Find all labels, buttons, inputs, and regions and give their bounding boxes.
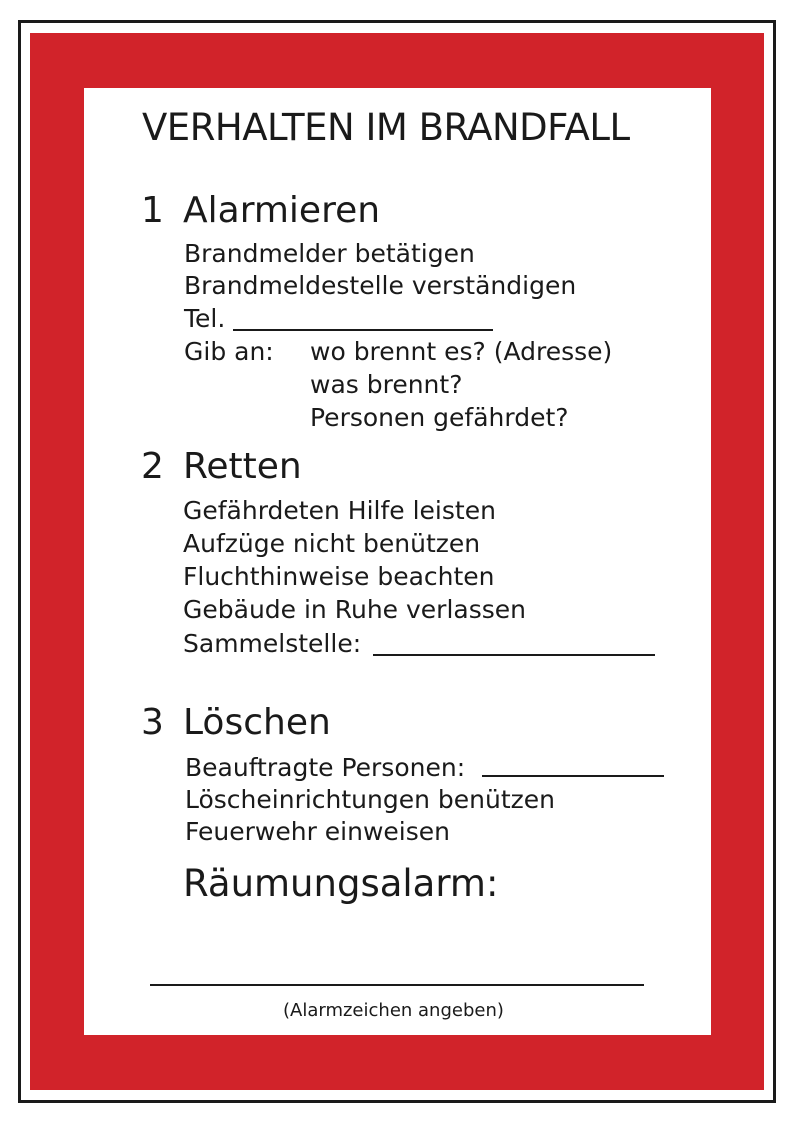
tel-label: Tel. [184,304,226,333]
section-2-line-1: Gefährdeten Hilfe leisten [183,496,496,525]
section-2-line-3: Fluchthinweise beachten [183,562,495,591]
section-3-line-2: Feuerwehr einweisen [185,817,450,846]
evacuation-alarm-heading: Räumungsalarm: [183,862,499,905]
gib-an-item-2: was brennt? [310,370,463,399]
section-3-heading: Löschen [183,702,331,743]
sign-title: VERHALTEN IM BRANDFALL [142,106,630,149]
assigned-persons-label: Beauftragte Personen: [185,753,466,782]
section-2-heading: Retten [183,446,302,487]
gib-an-label: Gib an: [184,337,274,366]
section-2-number: 2 [141,446,164,487]
section-1-line-2: Brandmeldestelle verständigen [184,271,577,300]
section-2-line-2: Aufzüge nicht benützen [183,529,481,558]
section-1-number: 1 [141,190,164,231]
section-1-line-1: Brandmelder betätigen [184,239,475,268]
assigned-persons-blank-line[interactable] [482,775,664,777]
tel-blank-line[interactable] [233,329,493,331]
alarm-signal-blank-line[interactable] [150,984,644,986]
alarm-signal-caption: (Alarmzeichen angeben) [283,1000,504,1021]
section-3-number: 3 [141,702,164,743]
section-2-line-4: Gebäude in Ruhe verlassen [183,595,526,624]
gib-an-item-1: wo brennt es? (Adresse) [310,337,613,366]
assembly-point-blank-line[interactable] [373,654,655,656]
section-3-line-1: Löscheinrichtungen benützen [185,785,556,814]
assembly-point-label: Sammelstelle: [183,629,362,658]
section-1-heading: Alarmieren [183,190,381,231]
gib-an-item-3: Personen gefährdet? [310,403,569,432]
